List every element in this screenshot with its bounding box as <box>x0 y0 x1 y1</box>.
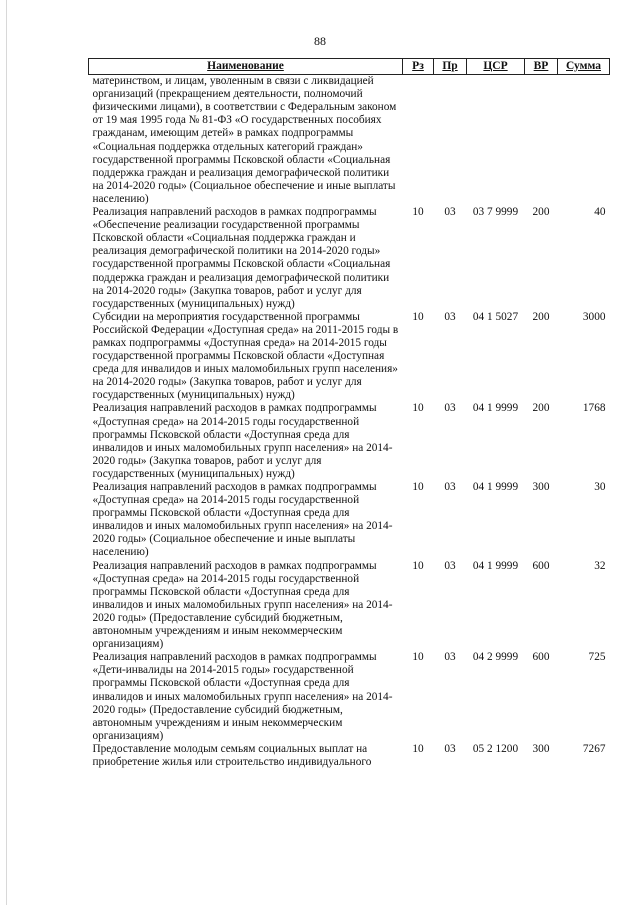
row-vr: 300 <box>532 742 550 755</box>
row-rz: 10 <box>412 206 424 219</box>
row-name: Реализация направлений расходов в рамках подпрограммы «Доступная среда» на 2014-2015 годы государственной программы Псковской области «Доступная среда для инвалидов и иных маломобильных групп населения» на 2014-2020 годы» (Закупка товаров, работ и услуг для государственных (муниципальных) нужд) <box>92 402 393 480</box>
table-row <box>89 651 610 743</box>
row-sum: 3000 <box>582 310 606 323</box>
row-rz: 10 <box>412 559 424 572</box>
row-pr: 03 <box>444 206 456 219</box>
row-pr: 03 <box>444 559 456 572</box>
row-csr: 04 1 9999 <box>472 402 519 415</box>
row-sum: 40 <box>594 206 606 219</box>
header-name: Наименование <box>89 59 403 75</box>
row-pr: 03 <box>444 402 456 415</box>
row-pr: 03 <box>444 310 456 323</box>
row-csr: 04 1 5027 <box>472 310 519 323</box>
row-name: материнством, и лицам, уволенным в связи с ликвидацией организаций (прекращением деятельности, полномочий физическими лицами), в соответствии с Федеральным законом от 19 мая 1995 года № 81-ФЗ «О государственных пособиях гражданам, имеющим детей» в рамках подпрограммы «Социальная поддержка отдельных категорий граждан» государственной программы Псковской области «Социальная поддержка граждан и реализация демографической политики на 2014-2020 годы» (Социальное обеспечение и иные выплаты населению) <box>92 75 397 205</box>
table-row <box>89 402 610 481</box>
row-vr: 200 <box>532 310 550 323</box>
row-vr: 200 <box>532 206 550 219</box>
budget-table <box>88 58 610 769</box>
row-sum: 1768 <box>582 402 606 415</box>
row-sum: 725 <box>588 651 606 664</box>
row-vr <box>525 75 558 206</box>
row-rz: 10 <box>412 402 424 415</box>
row-rz <box>403 75 434 206</box>
table-row <box>89 75 610 206</box>
row-csr: 05 2 1200 <box>472 742 519 755</box>
header-sum: Сумма <box>558 59 610 75</box>
row-sum <box>558 75 610 206</box>
row-vr: 300 <box>532 481 550 493</box>
table-row <box>89 311 610 403</box>
row-sum: 7267 <box>582 742 606 755</box>
row-name: Субсидии на мероприятия государственной программы Российской Федерации «Доступная среда» на 2011-2015 годы в рамках подпрограммы «Доступная среда» на 2014-2015 годы государственной программы Псковской области «Доступная среда для инвалидов и иных маломобильных групп населения» на 2014-2020 годы» (Закупка товаров, работ и услуг для государственных (муниципальных) нужд) <box>92 310 399 402</box>
row-csr <box>467 75 525 206</box>
table-header-row <box>89 59 610 75</box>
table-row <box>89 206 610 311</box>
row-rz: 10 <box>412 481 424 493</box>
row-pr: 03 <box>444 651 456 664</box>
row-vr: 200 <box>532 402 550 415</box>
header-rz: Рз <box>403 59 434 75</box>
table-row <box>89 560 610 652</box>
row-pr: 03 <box>444 481 456 493</box>
table-row <box>89 743 610 769</box>
header-csr: ЦСР <box>467 59 525 75</box>
row-name: Предоставление молодым семьям социальных выплат на приобретение жилья или строительство индивидуального <box>92 742 372 768</box>
row-csr: 04 1 9999 <box>472 481 519 493</box>
row-sum: 30 <box>594 481 606 493</box>
row-pr <box>434 75 467 206</box>
row-name: Реализация направлений расходов в рамках подпрограммы «Дети-инвалиды на 2014-2015 годы» государственной программы Псковской области «Доступная среда для инвалидов и иных маломобильных групп населения» на 2014-2020 годы» (Предоставление субсидий бюджетным, автономным учреждениям и иным некоммерческим организациям) <box>92 651 393 742</box>
table-row <box>89 481 610 560</box>
header-pr: Пр <box>434 59 467 75</box>
row-pr: 03 <box>444 742 456 755</box>
row-csr: 04 2 9999 <box>472 651 519 664</box>
row-csr: 04 1 9999 <box>472 559 519 572</box>
row-rz: 10 <box>412 742 424 755</box>
row-name: Реализация направлений расходов в рамках подпрограммы «Обеспечение реализации государственной программы Псковской области «Социальная поддержка граждан и реализация демографической политики на 2014-2020 годы» государственной программы Псковской области «Социальная поддержка граждан и реализация демографической политики на 2014-2020 годы» (Закупка товаров, работ и услуг для государственных (муниципальных) нужд) <box>92 206 391 310</box>
row-csr: 03 7 9999 <box>472 206 519 219</box>
row-rz: 10 <box>412 651 424 664</box>
row-name: Реализация направлений расходов в рамках подпрограммы «Доступная среда» на 2014-2015 годы государственной программы Псковской области «Доступная среда для инвалидов и иных маломобильных групп населения» на 2014-2020 годы» (Предоставление субсидий бюджетным, автономным учреждениям и иным некоммерческим организациям) <box>92 559 393 651</box>
row-vr: 600 <box>532 559 550 572</box>
row-name: Реализация направлений расходов в рамках подпрограммы «Доступная среда» на 2014-2015 годы государственной программы Псковской области «Доступная среда для инвалидов и иных маломобильных групп населения» на 2014-2020 годы» (Социальное обеспечение и иные выплаты населению) <box>92 481 393 559</box>
row-sum: 32 <box>594 559 606 572</box>
row-rz: 10 <box>412 310 424 323</box>
page-edge <box>6 0 7 905</box>
page-number: 88 <box>314 34 326 48</box>
row-vr: 600 <box>532 651 550 664</box>
header-vr: ВР <box>525 59 558 75</box>
